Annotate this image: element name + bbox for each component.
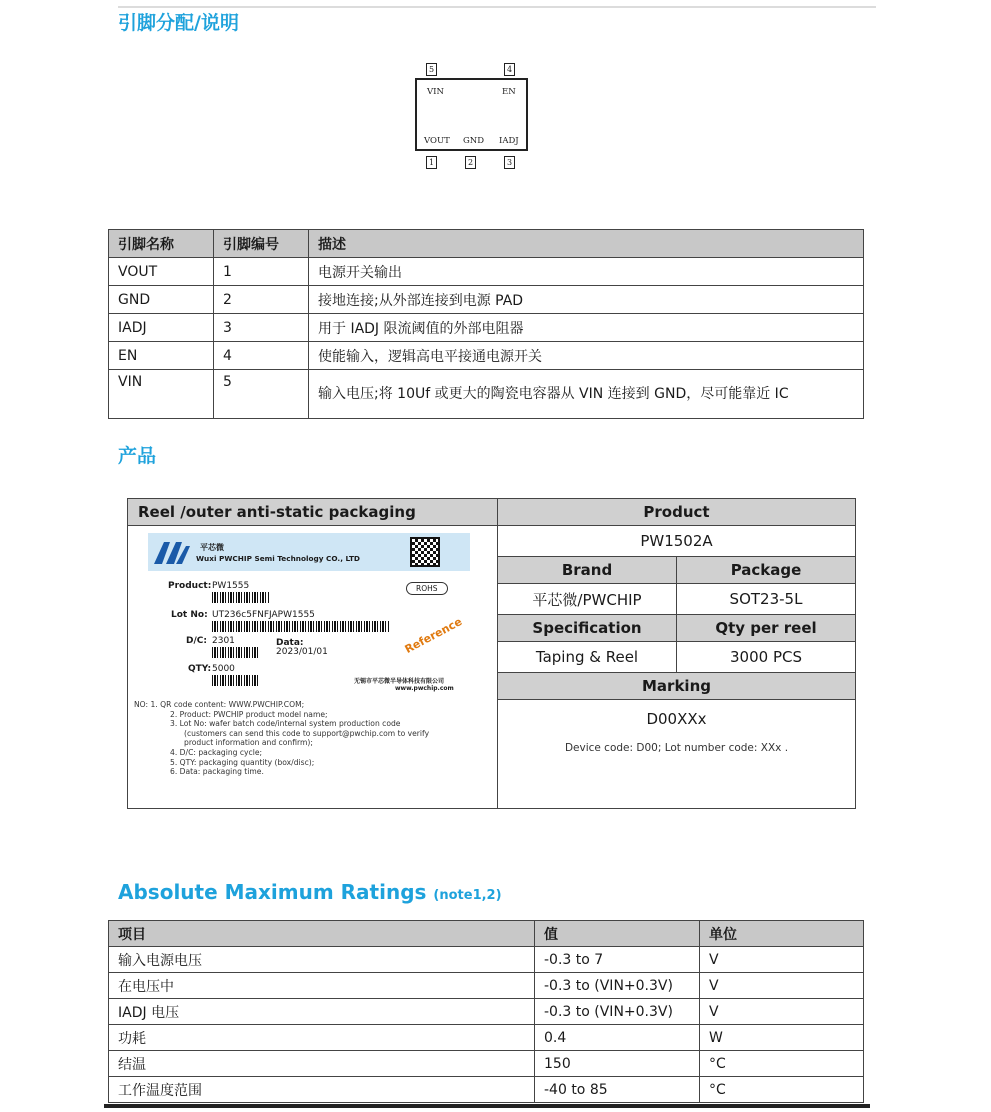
marking-header: Marking: [498, 673, 856, 700]
marking-value: D00XXx: [646, 710, 707, 728]
pin-name: EN: [109, 342, 214, 370]
param-name: IADJ 电压: [109, 999, 535, 1025]
table-row: [109, 1077, 864, 1103]
label-notes: [134, 700, 494, 777]
param-value: -0.3 to 7: [535, 947, 700, 973]
table-row: [109, 947, 864, 973]
label-dc-value: 2301: [212, 636, 235, 646]
label-company-en: Wuxi PWCHIP Semi Technology CO., LTD: [196, 554, 360, 563]
pin-number: 1: [214, 258, 309, 286]
param-name: 结温: [109, 1051, 535, 1077]
label-lot-value: UT236c5FNFJAPW1555: [212, 610, 315, 620]
pin-label-vin: VIN: [427, 87, 444, 97]
section-title-product: 产品: [118, 445, 157, 467]
col-header: 单位: [700, 921, 864, 947]
barcode-qty: [212, 675, 258, 686]
table-header-row: [109, 230, 864, 258]
packaging-label: [148, 533, 470, 699]
pin-4-box: 4: [504, 63, 515, 76]
pin-name: GND: [109, 286, 214, 314]
col-header: 引脚名称: [109, 230, 214, 258]
pin-description: 接地连接;从外部连接到电源 PAD: [309, 286, 864, 314]
label-product-value: PW1555: [212, 581, 250, 591]
pin-number: 3: [214, 314, 309, 342]
qty-header: Qty per reel: [677, 615, 856, 642]
param-value: 0.4: [535, 1025, 700, 1051]
product-header: Product: [498, 499, 856, 526]
table-row: [109, 1025, 864, 1051]
pin-label-gnd: GND: [463, 136, 485, 146]
section-title-pins: 引脚分配/说明: [118, 12, 239, 34]
pin-number: 5: [214, 370, 309, 419]
brand-value: 平芯微/PWCHIP: [498, 584, 677, 615]
pin-table: [108, 229, 864, 419]
note-line: NO: 1. QR code content: WWW.PWCHIP.COM;: [134, 700, 305, 709]
pin-1-box: 1: [426, 156, 437, 169]
param-unit: V: [700, 973, 864, 999]
pin-name: VIN: [109, 370, 214, 419]
table-row: [109, 973, 864, 999]
pin-name: IADJ: [109, 314, 214, 342]
table-row: [109, 342, 864, 370]
barcode-dc: [212, 647, 260, 658]
label-data-key: Data:: [276, 638, 304, 648]
pin-description: 使能输入，逻辑高电平接通电源开关: [309, 342, 864, 370]
spec-value: Taping & Reel: [498, 642, 677, 673]
param-name: 在电压中: [109, 973, 535, 999]
pin-5-box: 5: [426, 63, 437, 76]
product-value: PW1502A: [498, 526, 856, 557]
table-header-row: [109, 921, 864, 947]
param-value: -0.3 to (VIN+0.3V): [535, 999, 700, 1025]
col-header: 项目: [109, 921, 535, 947]
reference-stamp: Reference: [402, 615, 465, 656]
param-unit: °C: [700, 1077, 864, 1103]
amr-title-note: (note1,2): [433, 888, 502, 903]
pin-label-en: EN: [502, 87, 516, 97]
packaging-header: Reel /outer anti-static packaging: [128, 499, 498, 526]
param-value: -0.3 to (VIN+0.3V): [535, 973, 700, 999]
label-footer-cn: 无锡市平芯微半导体科技有限公司: [354, 678, 445, 685]
pin-description: 用于 IADJ 限流阈值的外部电阻器: [309, 314, 864, 342]
pin-label-iadj: IADJ: [499, 136, 519, 146]
pwchip-logo-icon: [154, 540, 190, 564]
spec-header: Specification: [498, 615, 677, 642]
col-header: 引脚编号: [214, 230, 309, 258]
section-title-amr: [118, 880, 502, 904]
param-unit: V: [700, 947, 864, 973]
note-line: 3. Lot No: wafer batch code/internal system production code: [170, 719, 401, 729]
marking-cell: [498, 700, 856, 809]
param-unit: °C: [700, 1051, 864, 1077]
pin-3-box: 3: [504, 156, 515, 169]
label-company-cn: 平芯微: [200, 543, 224, 552]
note-line: 6. Data: packaging time.: [170, 767, 264, 777]
note-line: 4. D/C: packaging cycle;: [170, 747, 263, 757]
barcode-product: [212, 592, 270, 603]
param-unit: W: [700, 1025, 864, 1051]
note-line: 5. QTY: packaging quantity (box/disc);: [170, 757, 315, 767]
label-dc-key: D/C:: [186, 636, 207, 646]
pin-number: 4: [214, 342, 309, 370]
col-header: 值: [535, 921, 700, 947]
param-value: 150: [535, 1051, 700, 1077]
pin-label-vout: VOUT: [424, 136, 450, 146]
param-name: 工作温度范围: [109, 1077, 535, 1103]
note-line: product information and confirm);: [184, 738, 313, 748]
param-value: -40 to 85: [535, 1077, 700, 1103]
amr-title-text: Absolute Maximum Ratings: [118, 880, 427, 904]
package-value: SOT23-5L: [677, 584, 856, 615]
table-row: [109, 258, 864, 286]
label-data-value: 2023/01/01: [276, 647, 328, 657]
package-header: Package: [677, 557, 856, 584]
table-row: [109, 286, 864, 314]
label-footer-url: www.pwchip.com: [395, 685, 454, 692]
rohs-badge: ROHS: [406, 582, 448, 595]
label-lot-key: Lot No:: [171, 610, 208, 620]
table-row: [109, 314, 864, 342]
barcode-lot: [212, 621, 390, 632]
label-qty-key: QTY:: [188, 664, 212, 674]
pin-2-box: 2: [465, 156, 476, 169]
col-header: 描述: [309, 230, 864, 258]
note-line: (customers can send this code to support@pwchip.com to verify: [184, 728, 430, 738]
label-product-key: Product:: [168, 581, 212, 591]
label-qty-value: 5000: [212, 664, 235, 674]
pin-description: 电源开关输出: [309, 258, 864, 286]
brand-header: Brand: [498, 557, 677, 584]
pin-number: 2: [214, 286, 309, 314]
bottom-rule: [104, 1104, 870, 1108]
marking-description: Device code: D00; Lot number code: XXx .: [564, 742, 789, 754]
amr-table: [108, 920, 864, 1103]
table-row: [109, 999, 864, 1025]
pin-name: VOUT: [109, 258, 214, 286]
table-row: [109, 1051, 864, 1077]
qr-code-icon: [410, 537, 440, 567]
qty-value: 3000 PCS: [677, 642, 856, 673]
param-name: 输入电源电压: [109, 947, 535, 973]
pin-description: 输入电压;将 10Uf 或更大的陶瓷电容器从 VIN 连接到 GND，尽可能靠近 IC: [309, 370, 864, 419]
param-unit: V: [700, 999, 864, 1025]
table-row: [109, 370, 864, 419]
note-line: 2. Product: PWCHIP product model name;: [170, 709, 328, 719]
param-name: 功耗: [109, 1025, 535, 1051]
